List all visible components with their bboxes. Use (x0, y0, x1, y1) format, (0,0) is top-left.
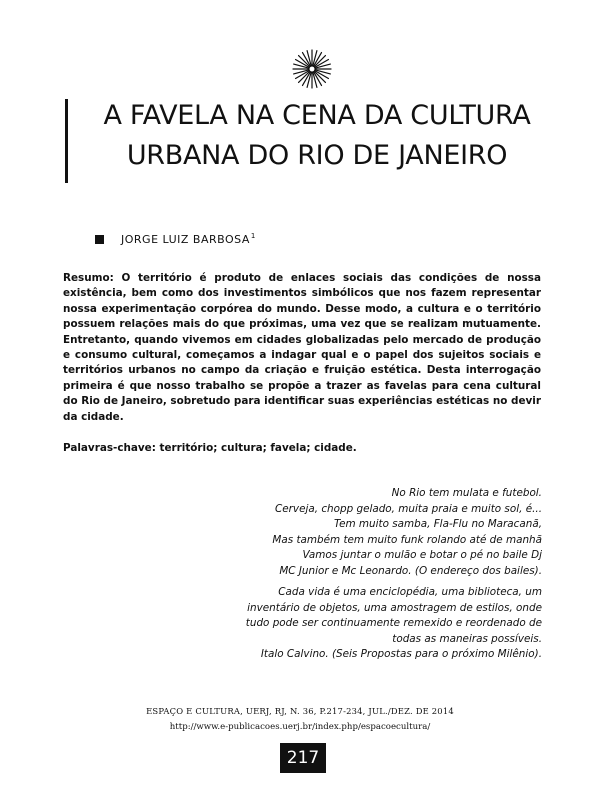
epigraph-line: Tem muito samba, Fla-Flu no Maracanã, (334, 518, 542, 531)
article-title-line-2: URBANA DO RIO DE JANEIRO (126, 140, 508, 171)
author-footnote-marker[interactable]: 1 (250, 232, 256, 240)
sunburst-icon (290, 47, 334, 91)
epigraph-line: todas as maneiras possíveis. (392, 632, 542, 645)
author-name: JORGE LUIZ BARBOSA$^1$ (121, 232, 256, 246)
abstract: Resumo: O território é produto de enlaces sociais das condições de nossa existência, bem como dos investimentos simbólicos que nos fazem representar nossa experimentação corpórea do mundo. Desse modo, a cultura e o território possuem relações mais do que próximas, uma vez que se realizam mutuamente. Entretanto, quando vivemos em cidades globalizadas pelo mercado de produção e consumo cultural, começamos a indagar qual e o papel dos sujeitos sociais e territórios urbanos no campo da criação e fruição estética. Desta interrogação primeira é que nosso trabalho se propõe a trazer as favelas para cena cultural do Rio de Janeiro, sobretudo para identificar suas experiências estéticas no devir da cidade. (63, 272, 541, 423)
epigraph-line: inventário de objetos, uma amostragem de estilos, onde (247, 601, 542, 614)
epigraph-lyrics (212, 486, 542, 580)
journal-citation: ESPAÇO E CULTURA, UERJ, RJ, N. 36, P.217-234, JUL./DEZ. DE 2014 (146, 706, 454, 716)
epigraph-line: Italo Calvino. (Seis Propostas para o próximo Milênio). (260, 648, 542, 661)
epigraph-line: Cada vida é uma enciclopédia, uma biblioteca, um (278, 586, 542, 598)
article-title-line-1: A FAVELA NA CENA DA CULTURA (103, 100, 531, 131)
epigraph-line: Vamos juntar o mulão e botar o pé no baile Dj (302, 549, 542, 562)
title-accent-bar (65, 99, 68, 183)
article-title (82, 96, 552, 176)
epigraph-calvino (212, 585, 542, 663)
epigraph-line: Mas também tem muito funk rolando até de manhã (272, 533, 542, 546)
keywords: Palavras-chave: território; cultura; favela; cidade. (63, 442, 357, 454)
journal-url[interactable]: http://www.e-publicacoes.uerj.br/index.php/espacoecultura/ (169, 722, 431, 732)
epigraph-line: tudo pode ser continuamente remexido e reordenado de (245, 617, 542, 630)
author-line (95, 232, 256, 246)
epigraph-line: No Rio tem mulata e futebol. (391, 487, 542, 499)
square-bullet-icon (95, 235, 104, 244)
page-number: 217 (280, 743, 326, 773)
epigraph-line: MC Junior e Mc Leonardo. (O endereço dos bailes). (279, 564, 542, 577)
epigraph-line: Cerveja, chopp gelado, muita praia e muito sol, é... (275, 502, 542, 515)
